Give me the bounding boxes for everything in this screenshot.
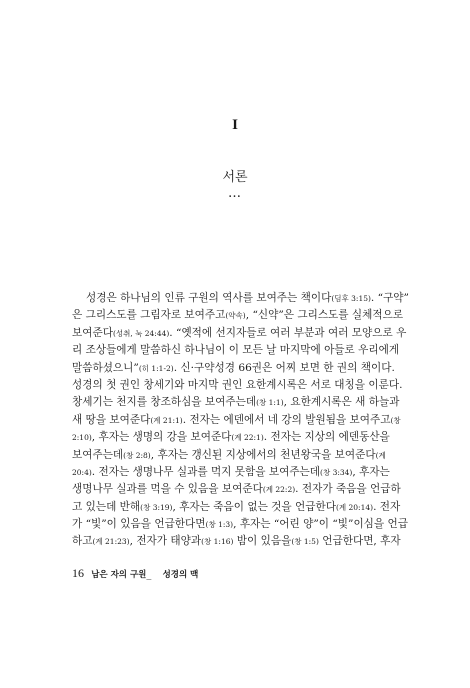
body-text-segment: . 신·구약성경 66권은 어찌 보면 한 권의 책이다. — [173, 361, 395, 374]
scripture-reference: (창 1:5) — [291, 537, 319, 547]
body-text-segment: , 요한계시록은 새 하늘과 — [283, 396, 400, 409]
scripture-reference: (계 20:14) — [335, 502, 374, 512]
body-line — [72, 342, 400, 359]
body-line — [72, 481, 401, 498]
chapter-ornament: … — [228, 186, 242, 201]
body-text-segment: , 후자는 죽음이 없는 것을 언급한다 — [172, 500, 336, 513]
body-text-segment: . 전자는 지상의 에덴동산을 — [263, 431, 390, 444]
scripture-reference: (창 1:1) — [256, 398, 284, 408]
running-footer — [72, 566, 198, 581]
section-title: 성경의 맥 — [162, 570, 199, 580]
scripture-reference: (히 1:1-2) — [138, 363, 174, 373]
book-title: 남은 자의 구원 — [91, 570, 147, 580]
body-text-segment: 밤이 있음을 — [233, 535, 292, 548]
body-text-segment: , 후자는 — [352, 465, 390, 478]
body-line — [72, 516, 408, 533]
scripture-reference: 2:10) — [72, 433, 92, 443]
body-line — [72, 447, 386, 464]
body-text-segment: . 전자가 죽음을 언급하 — [295, 483, 401, 496]
body-text-segment: 리 조상들에게 말씀하신 하나님이 이 모든 날 마지막에 아들로 우리에게 — [72, 344, 400, 357]
scripture-reference: (창 2:8) — [123, 450, 151, 460]
body-text-segment: . 전자 — [373, 500, 401, 513]
body-text — [72, 290, 409, 551]
body-text-segment: , “신약”은 그리스도를 실체적으로 — [245, 309, 404, 322]
body-text-segment: 가 “빛”이 있음을 언급한다면 — [72, 518, 206, 531]
body-line — [72, 377, 403, 394]
scripture-reference: (계 21:23) — [92, 537, 130, 547]
body-line — [72, 325, 407, 342]
page-number: 16 — [72, 566, 84, 580]
body-line — [72, 533, 401, 550]
body-text-segment: 고 있는데 반해 — [72, 500, 141, 513]
scripture-reference: (성취, 눅 24:44) — [112, 328, 170, 338]
body-line — [72, 429, 390, 446]
body-text-segment: , 후자는 갱신된 지상에서의 천년왕국을 보여준다 — [150, 448, 376, 461]
body-text-segment: 새 땅을 보여준다 — [72, 413, 151, 426]
body-text-segment: , 후자는 생명의 강을 보여준다 — [91, 431, 232, 444]
body-text-segment: 언급한다면, 후자 — [318, 535, 401, 548]
body-line — [72, 290, 409, 307]
chapter-number: I — [232, 117, 238, 133]
body-text-segment: 말씀하셨으니” — [72, 361, 139, 374]
scripture-reference: 20:4) — [72, 467, 92, 477]
body-line — [72, 394, 400, 411]
scripture-reference: (계 21:1) — [150, 415, 183, 425]
body-line — [72, 360, 395, 377]
body-text-segment: 은 그리스도를 그림자로 보여주고 — [72, 309, 226, 322]
body-line — [72, 307, 404, 324]
body-line — [72, 412, 401, 429]
body-line — [72, 464, 390, 481]
scripture-reference: (창 1:16) — [201, 537, 234, 547]
scripture-reference: (창 3:19) — [140, 502, 173, 512]
footer-separator: _ — [146, 569, 152, 580]
body-text-segment: 생명나무 실과를 먹을 수 있음을 보여준다 — [72, 483, 263, 496]
scripture-reference: (약속) — [225, 311, 246, 321]
body-line — [72, 499, 401, 516]
scripture-reference: (계 22:1) — [231, 433, 264, 443]
scripture-reference: (창 3:34) — [320, 467, 353, 477]
body-text-segment: . “옛적에 선지자들로 여러 부분과 여러 모양으로 우 — [169, 326, 407, 339]
chapter-title: 서론 — [222, 170, 248, 185]
body-text-segment: . 전자는 생명나무 실과를 먹지 못함을 보여주는데 — [91, 465, 321, 478]
body-text-segment: 보여주는데 — [72, 448, 124, 461]
body-text-segment: 창세기는 천지를 창조하심을 보여주는데 — [72, 396, 257, 409]
body-text-segment: , 후자는 “어린 양”이 “빛”이심을 언급 — [233, 518, 408, 531]
body-text-segment: 성경의 첫 권인 창세기와 마지막 권인 요한계시록은 서로 대칭을 이룬다. — [72, 378, 403, 391]
body-text-segment: 보여준다 — [72, 326, 113, 339]
scripture-reference: (창 — [390, 415, 401, 425]
scripture-reference: (계 — [375, 450, 386, 460]
scripture-reference: (창 1:3) — [205, 520, 234, 530]
body-text-segment: . “구약” — [370, 292, 409, 304]
body-text-segment: , 전자가 태양과 — [129, 535, 202, 548]
body-text-segment: . 전자는 에덴에서 네 강의 발원됨을 보여주고 — [182, 413, 391, 426]
scripture-reference: (딤후 3:15) — [331, 294, 371, 303]
body-text-segment: 성경은 하나님의 인류 구원의 역사를 보여주는 책이다 — [86, 292, 332, 304]
scripture-reference: (계 22:2) — [262, 485, 296, 495]
body-text-segment: 하고 — [72, 535, 93, 548]
